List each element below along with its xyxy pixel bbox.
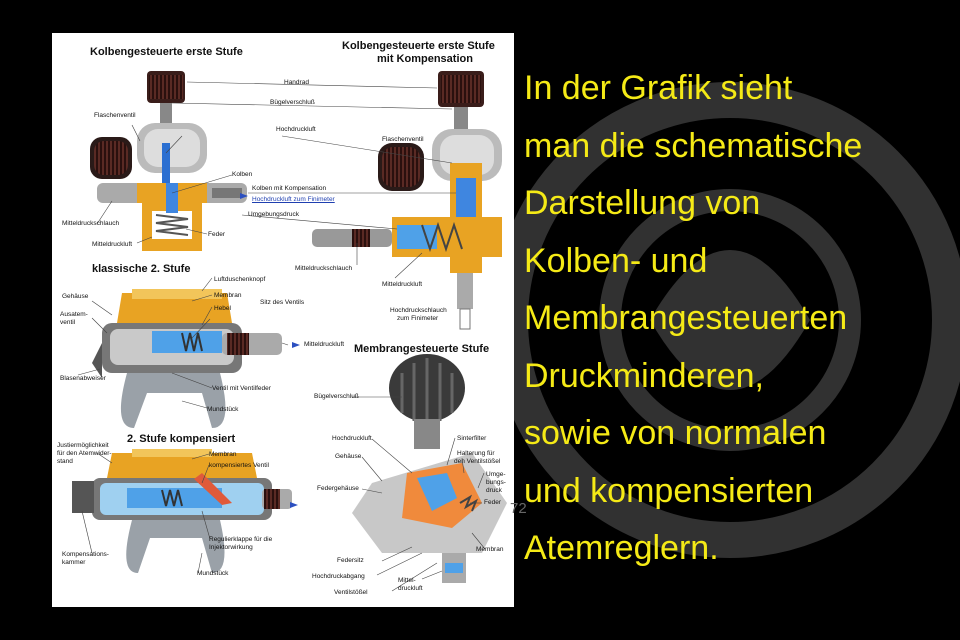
label-feder-mem: Feder <box>484 499 501 506</box>
label-hochdruck-finimeter: Hochdruckluft zum Finimeter <box>252 196 335 203</box>
label-justier-3: stand <box>57 458 73 465</box>
heading-classic-second-stage: klassische 2. Stufe <box>92 263 191 275</box>
label-komp-ventil: kompensiertes Ventil <box>209 462 269 469</box>
heading-piston-comp-line1: Kolbengesteuerte erste Stufe <box>342 40 495 52</box>
caption-line-7: sowie von normalen <box>524 414 827 452</box>
label-komp-kammer-2: kammer <box>62 559 86 566</box>
heading-membrane-stage: Membrangesteuerte Stufe <box>354 343 490 355</box>
label-luftduschenknopf: Luftduschenknopf <box>214 276 266 283</box>
label-buegelverschluss-mem: Bügelverschluß <box>314 393 359 400</box>
label-blasenabweiser: Blasenabweiser <box>60 375 106 382</box>
label-membran-mem: Membran <box>476 546 504 553</box>
label-mitteldruckluft-mid: Mitteldruckluft <box>304 341 345 348</box>
label-gehaeuse-mem: Gehäuse <box>335 453 362 460</box>
label-umgebungsdruck: Umgebungsdruck <box>248 211 299 218</box>
label-mittel-2: druckluft <box>398 585 423 592</box>
label-mundstueck-classic: Mundstück <box>207 406 239 413</box>
label-mundstueck-comp: Mundstück <box>197 570 229 577</box>
label-ventil-feder: Ventil mit Ventilfeder <box>212 385 271 392</box>
label-mitteldruckschlauch-right: Mitteldruckschlauch <box>295 265 353 272</box>
label-membran-classic: Membran <box>214 292 242 299</box>
label-halterung-2: den Ventilstößel <box>454 458 501 465</box>
heading-compensated-second-stage: 2. Stufe kompensiert <box>127 433 236 445</box>
label-mittel-1: Mittel- <box>398 577 416 584</box>
label-komp-kammer-1: Kompensations- <box>62 551 109 558</box>
label-mitteldruckschlauch-left: Mitteldruckschlauch <box>62 220 120 227</box>
label-hochdruckluft: Hochdruckluft <box>276 126 316 133</box>
label-gehaeuse-classic: Gehäuse <box>62 293 89 300</box>
label-hebel: Hebel <box>214 305 231 312</box>
heading-piston-comp-line2: mit Kompensation <box>377 53 473 65</box>
label-umgebung-2: bungs- <box>486 479 506 486</box>
caption-line-6: Druckminderen, <box>524 356 764 395</box>
caption-line-4: Kolben- und <box>524 241 708 280</box>
caption-line-1: In der Grafik sieht <box>524 69 793 107</box>
caption-text <box>524 60 954 578</box>
label-federgehaeuse: Federgehäuse <box>317 485 359 492</box>
label-sinterfilter: Sinterfilter <box>457 435 487 442</box>
label-federsitz: Federsitz <box>337 557 364 564</box>
label-membran-comp: Membran <box>209 451 237 458</box>
label-ausatem-1: Ausatem- <box>60 311 88 318</box>
label-feder: Feder <box>208 231 225 238</box>
label-regulier-1: Regulierklappe für die <box>209 536 273 543</box>
page-number: 72 <box>510 500 527 517</box>
heading-piston-first-stage: Kolbengesteuerte erste Stufe <box>90 46 243 58</box>
label-justier-2: für den Atemwider- <box>57 450 112 457</box>
label-hd-schlauch-1: Hochdruckschlauch <box>390 307 447 314</box>
label-kolben: Kolben <box>232 171 253 178</box>
label-kolben-komp: Kolben mit Kompensation <box>252 185 327 192</box>
label-mitteldruckluft-right: Mitteldruckluft <box>382 281 423 288</box>
label-hochdruckluft-mem: Hochdruckluft <box>332 435 372 442</box>
caption-line-8: und kompensierten <box>524 471 814 510</box>
label-regulier-2: Injektorwirkung <box>209 544 253 551</box>
label-ventilstoessel: Ventilstößel <box>334 589 368 596</box>
caption-line-2: man die schematische <box>524 126 863 165</box>
label-hd-abgang: Hochdruckabgang <box>312 573 365 580</box>
diagram-panel <box>52 33 514 607</box>
label-buegelverschluss: Bügelverschluß <box>270 99 315 106</box>
label-sitz-ventils: Sitz des Ventils <box>260 299 305 306</box>
label-handrad: Handrad <box>284 79 309 86</box>
label-mitteldruckluft-left: Mitteldruckluft <box>92 241 133 248</box>
caption-line-9: Atemreglern. <box>524 529 719 567</box>
caption-line-5: Membrangesteuerten <box>524 299 848 337</box>
label-ausatem-2: ventil <box>60 319 76 326</box>
caption-line-3: Darstellung von <box>524 184 761 222</box>
classic-second-stage-drawing <box>92 289 282 428</box>
label-hd-schlauch-2: zum Finimeter <box>397 315 439 322</box>
label-umgebung-1: Umge- <box>486 471 506 478</box>
label-flaschenventil-right: Flaschenventil <box>382 136 424 143</box>
label-justier-1: Justiermöglichkeit <box>57 442 109 449</box>
diagram-drawings <box>52 33 514 607</box>
label-halterung-1: Halterung für <box>457 450 495 457</box>
piston-first-stage-compensated-drawing <box>312 71 502 329</box>
label-umgebung-3: druck <box>486 487 502 494</box>
label-flaschenventil-left: Flaschenventil <box>94 112 136 119</box>
